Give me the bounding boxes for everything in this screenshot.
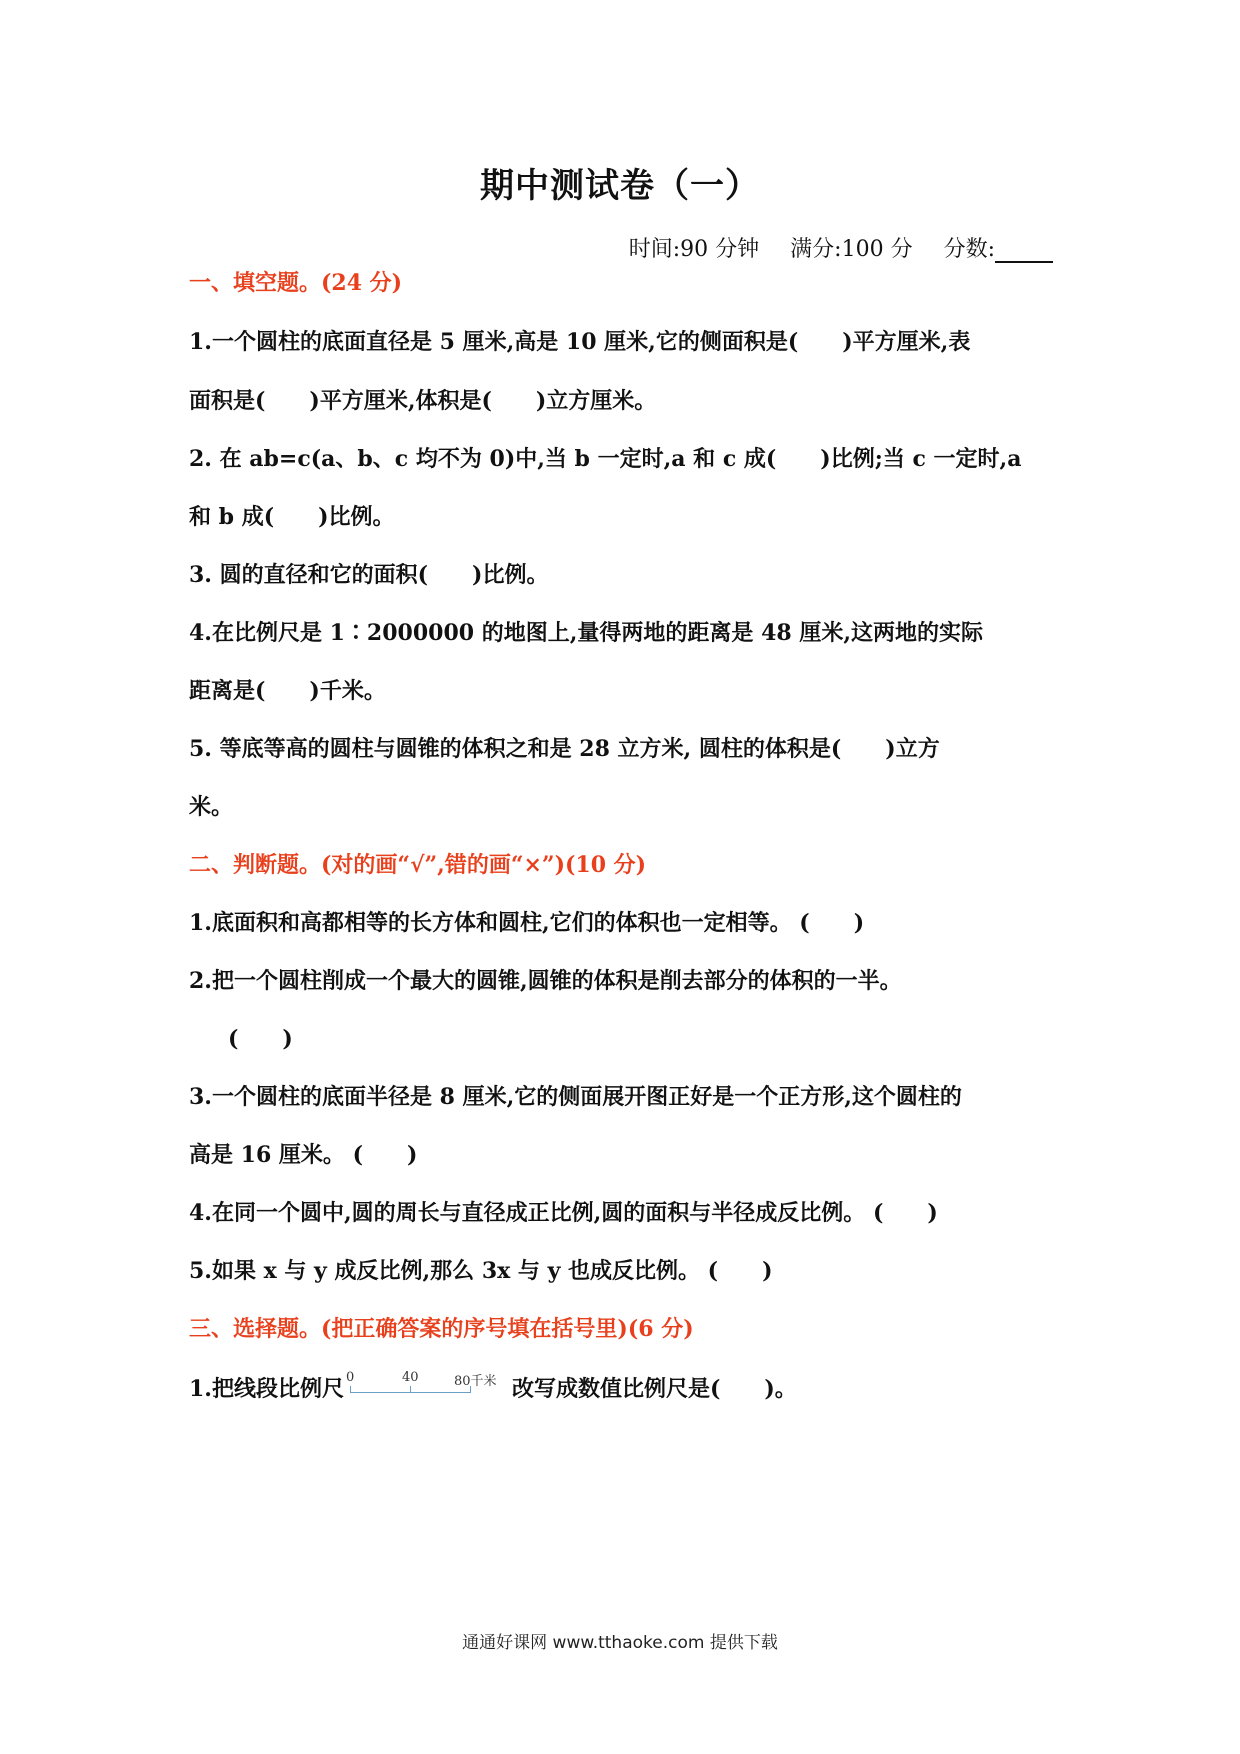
scale-label-40: 40 <box>401 1370 419 1385</box>
mc-q1 <box>189 1372 1057 1403</box>
tf-q5: 5.如果 x 与 y 成反比例,那么 3x 与 y 也成反比例。 ( ) <box>189 1258 773 1284</box>
scale-label-80: 80千米 <box>453 1374 497 1389</box>
q4-line2: 距离是( )千米。 <box>189 678 386 704</box>
time-limit: 时间:90 分钟 <box>628 237 760 262</box>
tf-q4: 4.在同一个圆中,圆的周长与直径成正比例,圆的面积与半径成反比例。 ( ) <box>189 1200 938 1226</box>
score-label: 分数: <box>943 237 995 262</box>
q2-line1: 2. 在 ab=c(a、b、c 均不为 0)中,当 b 一定时,a 和 c 成( )比例;当 c 一定时,a <box>189 446 1022 472</box>
q5-line2: 米。 <box>189 794 234 820</box>
scale-label-0: 0 <box>345 1370 355 1385</box>
tf-q3-line1: 3.一个圆柱的底面半径是 8 厘米,它的侧面展开图正好是一个正方形,这个圆柱的 <box>189 1084 962 1110</box>
q4-line1: 4.在比例尺是 1∶2000000 的地图上,量得两地的距离是 48 厘米,这两地的实际 <box>189 620 983 646</box>
q1-line1: 1.一个圆柱的底面直径是 5 厘米,高是 10 厘米,它的侧面积是( )平方厘米,表 <box>189 329 971 355</box>
tf-q2-line2: ( ) <box>228 1026 293 1052</box>
mc-q1-prefix: 1.把线段比例尺 <box>189 1376 344 1402</box>
section-fill-blank: 一、填空题。(24 分) <box>189 270 403 296</box>
section-multiple-choice: 三、选择题。(把正确答案的序号填在括号里)(6 分) <box>189 1316 694 1342</box>
q3-line: 3. 圆的直径和它的面积( )比例。 <box>189 562 549 588</box>
score-blank <box>995 239 1053 263</box>
mc-q1-suffix: 改写成数值比例尺是( )。 <box>511 1376 797 1402</box>
page-title: 期中测试卷（一） <box>480 166 760 206</box>
section-true-false: 二、判断题。(对的画“√”,错的画“×”)(10 分) <box>189 852 647 878</box>
tf-q1: 1.底面积和高都相等的长方体和圆柱,它们的体积也一定相等。 ( ) <box>189 910 865 936</box>
full-score: 满分:100 分 <box>790 237 913 262</box>
tf-q3-line2: 高是 16 厘米。 ( ) <box>189 1142 418 1168</box>
tf-q2-line1: 2.把一个圆柱削成一个最大的圆锥,圆锥的体积是削去部分的体积的一半。 <box>189 968 902 994</box>
scale-tick-0 <box>350 1386 351 1393</box>
line-segment-scale <box>344 1370 512 1402</box>
scale-tick-40 <box>410 1386 411 1393</box>
q2-line2: 和 b 成( )比例。 <box>189 504 395 530</box>
q5-line1: 5. 等底等高的圆柱与圆锥的体积之和是 28 立方米, 圆柱的体积是( )立方 <box>189 736 940 762</box>
footer-credit: 通通好课网 www.tthaoke.com 提供下载 <box>462 1633 778 1653</box>
exam-meta <box>605 232 1053 263</box>
q1-line2: 面积是( )平方厘米,体积是( )立方厘米。 <box>189 388 657 414</box>
